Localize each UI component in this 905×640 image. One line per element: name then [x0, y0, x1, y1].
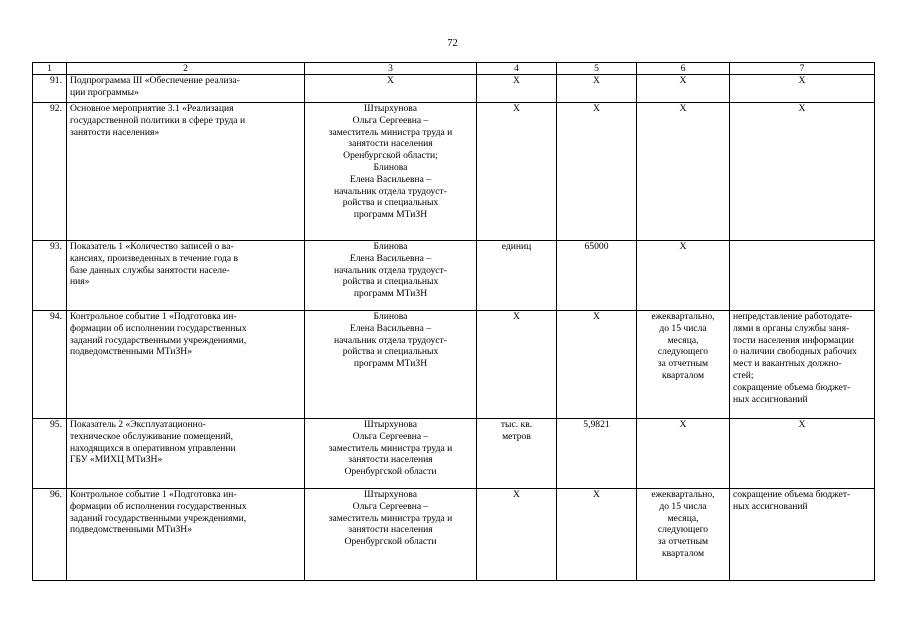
item-name: Основное мероприятие 3.1 «Реализация государственной политики в сфере труда и занятости населения» [67, 103, 305, 241]
table-row [33, 75, 875, 103]
table-row [33, 241, 875, 311]
unit-of-measure: X [477, 311, 557, 419]
deadline: X [637, 419, 730, 489]
risk-description: сокращение объема бюджет- ных ассигнований [730, 489, 875, 581]
table-row [33, 419, 875, 489]
deadline: X [637, 241, 730, 311]
column-number: 2 [67, 63, 305, 75]
item-name: Показатель 1 «Количество записей о ва- кансиях, произведенных в течение года в базе данных службы занятости населе- ния» [67, 241, 305, 311]
item-name: Контрольное событие 1 «Подготовка ин- формации об исполнении государственных заданий государственными учреждениями, подведомственными МТиЗН» [67, 311, 305, 419]
unit-of-measure: тыс. кв. метров [477, 419, 557, 489]
row-number: 91. [33, 75, 67, 103]
row-number: 96. [33, 489, 67, 581]
unit-of-measure: X [477, 103, 557, 241]
column-number: 7 [730, 63, 875, 75]
deadline: ежеквартально, до 15 числа месяца, следующего за отчетным кварталом [637, 489, 730, 581]
risk-description: X [730, 419, 875, 489]
risk-description: непредставление работодате- лями в органы службы заня- тости населения информации о наличии свободных рабочих мест и вакантных должно- стей; сокращение объема бюджет- ных ассигнований [730, 311, 875, 419]
target-value: X [557, 75, 637, 103]
row-number: 92. [33, 103, 67, 241]
responsible-person: Штырхунова Ольга Сергеевна – заместитель министра труда и занятости населения Оренбургской области [305, 419, 477, 489]
column-number: 1 [33, 63, 67, 75]
table-row [33, 489, 875, 581]
column-number: 6 [637, 63, 730, 75]
risk-description: X [730, 103, 875, 241]
target-value: X [557, 489, 637, 581]
unit-of-measure: X [477, 75, 557, 103]
unit-of-measure: единиц [477, 241, 557, 311]
responsible-person: Штырхунова Ольга Сергеевна – заместитель министра труда и занятости населения Оренбургской области [305, 489, 477, 581]
column-number: 4 [477, 63, 557, 75]
column-number-row [33, 63, 875, 75]
item-name: Подпрограмма III «Обеспечение реализа- ции программы» [67, 75, 305, 103]
target-value: 5,9821 [557, 419, 637, 489]
risk-description: X [730, 75, 875, 103]
target-value: X [557, 103, 637, 241]
target-value: 65000 [557, 241, 637, 311]
deadline: X [637, 75, 730, 103]
table-row [33, 103, 875, 241]
column-number: 5 [557, 63, 637, 75]
responsible-person: Блинова Елена Васильевна – начальник отдела трудоуст- ройства и специальных программ МТиЗН [305, 311, 477, 419]
plan-table [32, 62, 875, 581]
row-number: 94. [33, 311, 67, 419]
target-value: X [557, 311, 637, 419]
responsible-person: X [305, 75, 477, 103]
responsible-person: Штырхунова Ольга Сергеевна – заместитель министра труда и занятости населения Оренбургской области; Блинова Елена Васильевна – начальник отдела трудоуст- ройства и специальных программ МТиЗН [305, 103, 477, 241]
table-row [33, 311, 875, 419]
deadline: X [637, 103, 730, 241]
deadline: ежеквартально, до 15 числа месяца, следующего за отчетным кварталом [637, 311, 730, 419]
unit-of-measure: X [477, 489, 557, 581]
item-name: Контрольное событие 1 «Подготовка ин- формации об исполнении государственных заданий государственными учреждениями, подведомственными МТиЗН» [67, 489, 305, 581]
row-number: 93. [33, 241, 67, 311]
responsible-person: Блинова Елена Васильевна – начальник отдела трудоуст- ройства и специальных программ МТиЗН [305, 241, 477, 311]
column-number: 3 [305, 63, 477, 75]
row-number: 95. [33, 419, 67, 489]
item-name: Показатель 2 «Эксплуатационно- техническое обслуживание помещений, находящихся в оперативном управлении ГБУ «МИХЦ МТиЗН» [67, 419, 305, 489]
page-number: 72 [447, 38, 458, 49]
risk-description [730, 241, 875, 311]
